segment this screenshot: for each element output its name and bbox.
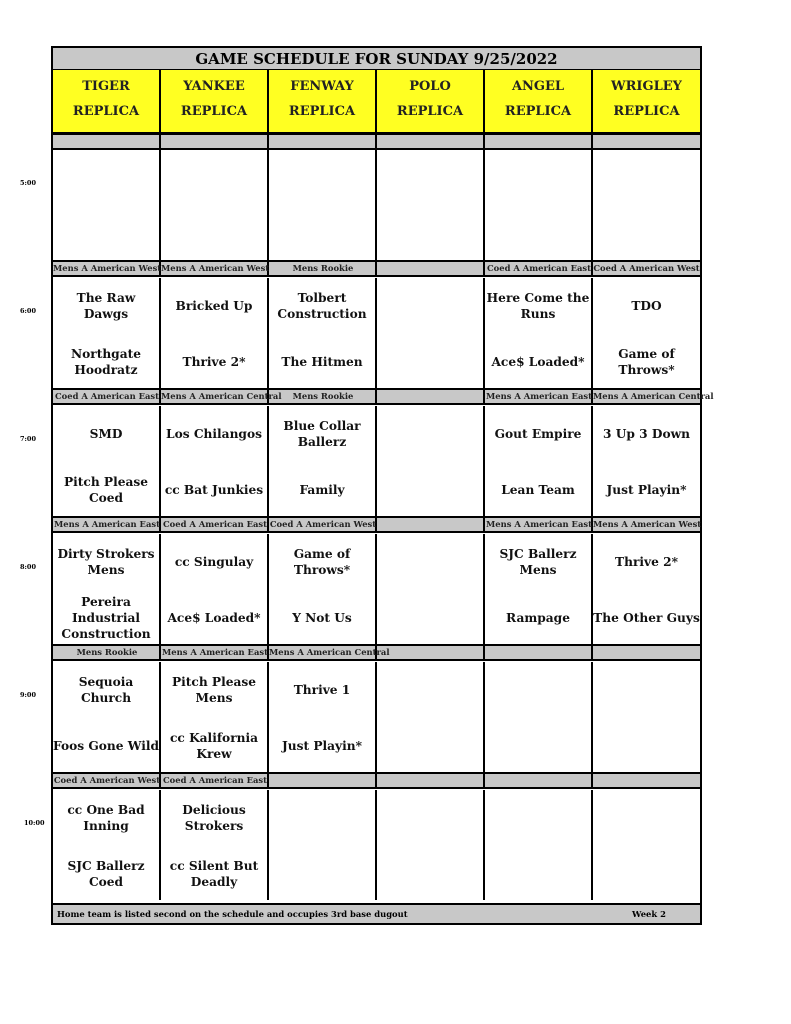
home-team: The Hitmen <box>281 355 363 369</box>
division-label: Coed A American West <box>53 775 161 785</box>
field-name: TIGER <box>82 79 130 94</box>
field-name: YANKEE <box>183 79 245 94</box>
away-team: Tolbert Construction <box>277 291 367 321</box>
away-team: Game of Throws* <box>293 547 351 577</box>
division-label <box>593 135 700 148</box>
division-label <box>485 646 593 659</box>
field-header-wrigley <box>593 70 700 134</box>
field-subtitle: REPLICA <box>72 104 140 119</box>
game-cell <box>485 790 593 900</box>
time-label: 5:00 <box>20 179 36 187</box>
away-team: cc One Bad Inning <box>67 803 145 833</box>
away-team: The Raw Dawgs <box>76 291 136 321</box>
game-cell <box>53 662 161 772</box>
game-cell <box>161 534 269 644</box>
field-header-fenway <box>269 70 377 134</box>
division-label: Mens A American East <box>486 519 592 529</box>
home-team: Northgate Hoodratz <box>71 347 141 377</box>
time-label: 7:00 <box>20 435 36 443</box>
home-team: Y Not Us <box>292 611 352 625</box>
page-title: GAME SCHEDULE FOR SUNDAY 9/25/2022 <box>53 48 700 70</box>
field-name: ANGEL <box>511 79 565 94</box>
field-subtitle: REPLICA <box>180 104 248 119</box>
division-label: Coed A American East <box>487 263 591 273</box>
field-subtitle: REPLICA <box>504 104 572 119</box>
division-label: Coed A American West <box>269 519 377 529</box>
division-label <box>269 135 377 148</box>
footer-note: Home team is listed second on the schedule and occupies 3rd base dugout <box>57 909 408 919</box>
field-subtitle: REPLICA <box>613 104 680 119</box>
away-team: Thrive 1 <box>293 683 351 697</box>
game-cell <box>593 662 700 772</box>
game-cell <box>269 534 377 644</box>
game-cell <box>161 662 269 772</box>
division-label <box>161 135 269 148</box>
game-cell <box>161 278 269 388</box>
schedule-sheet <box>51 46 714 925</box>
game-cell <box>485 278 593 388</box>
home-team: cc Kalifornia Krew <box>169 731 258 761</box>
division-label: Mens A American Central <box>161 391 282 401</box>
game-cell <box>377 406 485 516</box>
away-team: Thrive 2* <box>615 555 678 569</box>
game-cell <box>593 534 700 644</box>
division-label: Mens Rookie <box>76 647 138 657</box>
division-label <box>377 646 485 659</box>
division-label <box>593 646 700 659</box>
time-label: 8:00 <box>20 563 36 571</box>
field-name: POLO <box>409 79 451 94</box>
game-cell <box>269 406 377 516</box>
division-label <box>377 518 485 531</box>
division-label: Mens A American West <box>161 263 270 273</box>
field-header-polo <box>377 70 485 134</box>
game-cell <box>269 278 377 388</box>
game-cell <box>53 790 161 900</box>
division-label: Mens A American East <box>162 647 268 657</box>
home-team: Family <box>299 483 345 497</box>
division-label: Mens A American West <box>593 519 702 529</box>
division-label <box>377 262 485 275</box>
game-cell <box>269 662 377 772</box>
division-label: Mens A American Central <box>269 647 390 657</box>
division-label <box>269 774 377 787</box>
division-label <box>377 774 485 787</box>
game-cell <box>269 790 377 900</box>
division-label <box>377 390 485 403</box>
game-cell <box>485 662 593 772</box>
home-team: cc Bat Junkies <box>164 483 264 497</box>
home-team: Pitch Please Coed <box>63 475 148 505</box>
field-name: FENWAY <box>290 79 354 94</box>
away-team: Gout Empire <box>494 427 582 441</box>
division-label: Coed A American East <box>163 775 267 785</box>
game-cell <box>593 150 700 260</box>
home-team: Ace$ Loaded* <box>491 355 585 369</box>
home-team: SJC Ballerz Coed <box>67 859 145 889</box>
week-label: Week 2 <box>632 909 666 919</box>
home-team: Game of Throws* <box>618 347 675 377</box>
game-cell <box>53 406 161 516</box>
game-cell <box>593 406 700 516</box>
game-cell <box>593 790 700 900</box>
field-subtitle: REPLICA <box>288 104 356 119</box>
field-name: WRIGLEY <box>611 79 682 94</box>
away-team: Pitch Please Mens <box>171 675 256 705</box>
field-header-yankee <box>161 70 269 134</box>
division-label: Mens A American West <box>53 263 162 273</box>
game-cell <box>485 534 593 644</box>
game-cell <box>485 150 593 260</box>
away-team: TDO <box>631 299 662 313</box>
game-cell <box>161 150 269 260</box>
away-team: cc Singulay <box>174 555 254 569</box>
home-team: Rampage <box>506 611 570 625</box>
away-team: Delicious Strokers <box>182 803 246 833</box>
away-team: SJC Ballerz Mens <box>499 547 577 577</box>
field-header-angel <box>485 70 593 134</box>
home-team: Foos Gone Wild <box>53 739 159 753</box>
home-team: The Other Guys <box>593 611 700 625</box>
game-cell <box>53 278 161 388</box>
game-cell <box>269 150 377 260</box>
game-cell <box>593 278 700 388</box>
field-subtitle: REPLICA <box>396 104 464 119</box>
home-team: Just Playin* <box>282 739 362 753</box>
game-cell <box>377 790 485 900</box>
time-label: 6:00 <box>20 307 36 315</box>
footer-bar <box>53 903 700 923</box>
division-label: Coed A American West <box>593 263 700 273</box>
game-cell <box>377 278 485 388</box>
home-team: Pereira Industrial Construction <box>61 595 151 641</box>
home-team: Ace$ Loaded* <box>167 611 261 625</box>
game-cell <box>53 150 161 260</box>
division-label: Coed A American East <box>55 391 159 401</box>
game-cell <box>377 150 485 260</box>
division-label <box>377 135 485 148</box>
time-label: 9:00 <box>20 691 36 699</box>
away-team: Dirty Strokers Mens <box>57 547 155 577</box>
game-cell <box>377 534 485 644</box>
division-label <box>485 774 593 787</box>
division-label: Mens A American Central <box>593 391 714 401</box>
game-cell <box>161 406 269 516</box>
division-label: Mens A American East <box>486 391 592 401</box>
away-team: Sequoia Church <box>78 675 134 705</box>
home-team: Lean Team <box>501 483 575 497</box>
division-label: Mens Rookie <box>292 391 354 401</box>
away-team: Blue Collar Ballerz <box>283 419 361 449</box>
home-team: Thrive 2* <box>182 355 246 369</box>
time-label: 10:00 <box>24 819 45 827</box>
division-label <box>593 774 700 787</box>
division-label: Mens Rookie <box>292 263 354 273</box>
game-cell <box>53 534 161 644</box>
away-team: Bricked Up <box>175 299 253 313</box>
away-team: 3 Up 3 Down <box>603 427 690 441</box>
division-label: Coed A American East <box>163 519 267 529</box>
division-label <box>53 135 161 148</box>
home-team: Just Playin* <box>606 483 687 497</box>
game-cell <box>377 662 485 772</box>
home-team: cc Silent But Deadly <box>169 859 259 889</box>
away-team: Here Come the Runs <box>486 291 590 321</box>
game-cell <box>161 790 269 900</box>
division-label <box>485 135 593 148</box>
away-team: Los Chilangos <box>166 427 262 441</box>
away-team: SMD <box>89 427 123 441</box>
game-cell <box>485 406 593 516</box>
division-label: Mens A American East <box>54 519 160 529</box>
field-header-tiger <box>53 70 161 134</box>
